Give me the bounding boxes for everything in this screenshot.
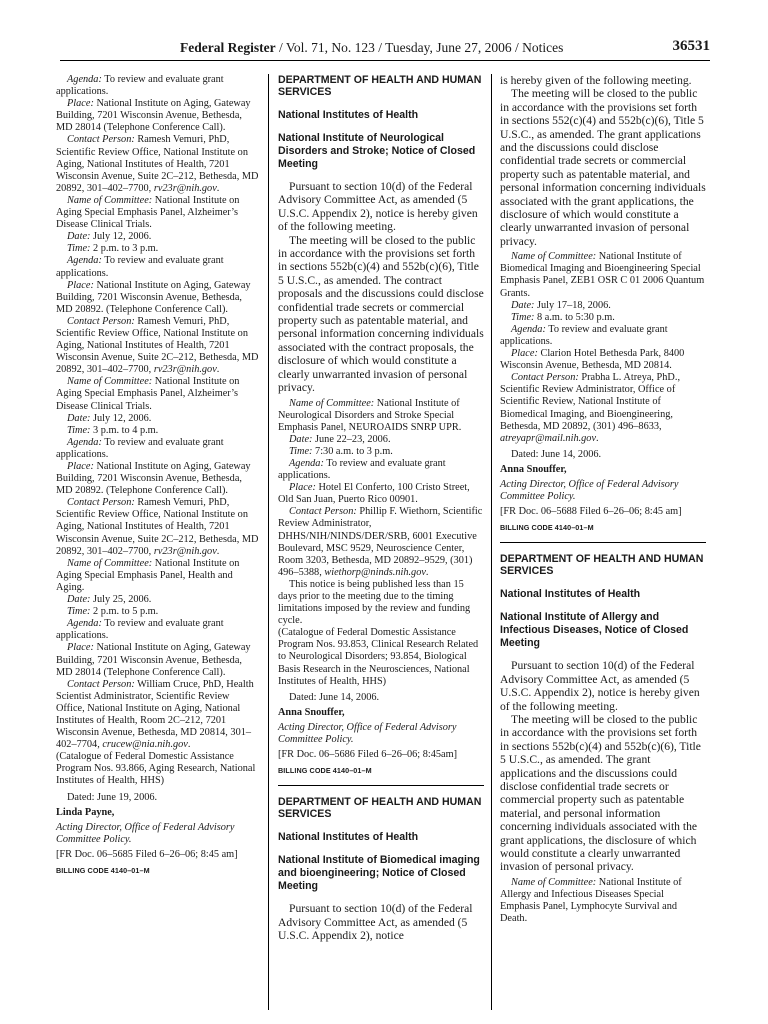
- entry-group: [56, 376, 260, 557]
- entry-text: National Institute of Biomedical Imaging and Bioengineering Special Emphasis Panel, ZEB1 OSR C 01 2006 Quantum Grants.: [500, 251, 705, 299]
- entry-line: [56, 231, 260, 243]
- entry-line: [56, 98, 260, 134]
- entry-text: July 25, 2006.: [90, 594, 152, 606]
- entry-label: Date:: [67, 231, 91, 243]
- entry-label: Contact Person:: [289, 506, 357, 518]
- entry-text: National Institute on Aging, Gateway Building, 7201 Wisconsin Avenue, Bethesda, MD 28014 (Telephone Conference Call).: [56, 98, 251, 134]
- running-head: [180, 40, 563, 56]
- fr-doc-line: [FR Doc. 06–5688 Filed 6–26–06; 8:45 am]: [500, 506, 682, 518]
- column-rule: [268, 74, 269, 1010]
- entry-text: Ramesh Vemuri, PhD, Scientific Review Office, National Institute on Aging, National Institutes of Health, 7201 Wisconsin Avenue, Suite 2C–212, Bethesda, MD 20892, 301–402–7700,: [56, 134, 259, 194]
- agency-heading: National Institutes of Health: [500, 588, 641, 601]
- entry-text: To review and evaluate grant applications.: [56, 436, 224, 460]
- entry-end: .: [596, 432, 599, 444]
- entry-text: 3 p.m. to 4 p.m.: [90, 424, 159, 436]
- entry-line: [500, 324, 706, 348]
- entry-line: [278, 434, 484, 446]
- email-address: rv23r@nih.gov: [153, 182, 217, 194]
- entry-label: Contact Person:: [511, 372, 579, 384]
- entry-line: [56, 594, 260, 606]
- entry-line: [56, 280, 260, 316]
- entry-text: To review and evaluate grant applications.: [278, 457, 446, 482]
- entry-end: .: [187, 739, 191, 751]
- entry-label: Contact Person:: [67, 315, 135, 327]
- entry-text: William Cruce, PhD, Health Scientist Administrator, Scientific Review Office, National Institute on Aging, National Institutes of Health, Room 2C–212, 7201 Wisconsin Avenue, Bethesda, MD 20814, 301–402–7704,: [56, 678, 254, 751]
- entry-end: .: [425, 566, 429, 578]
- entry-label: Date:: [67, 412, 91, 424]
- column-right: [500, 74, 706, 925]
- entry-label: Time:: [67, 243, 91, 255]
- entry-text: National Institute on Aging Special Emphasis Panel, Alzheimer’s Disease Clinical Trials.: [56, 194, 240, 231]
- entry-text: National Institute on Aging Special Emphasis Panel, Health and Aging.: [56, 557, 240, 593]
- entry-group: [56, 74, 260, 195]
- entry-text: Prabha L. Atreya, PhD., Scientific Review Administrator, Office of Scientific Review, National Institute of Biomedical Imaging, and Bioengineering, Bethesda, MD 20892, (301) 496–8633,: [500, 372, 681, 432]
- billing-code: BILLING CODE 4140–01–M: [278, 766, 372, 776]
- page-number: 36531: [672, 38, 710, 54]
- entry-text: Ramesh Vemuri, PhD, Scientific Review Office, National Institute on Aging, National Institutes of Health, 7201 Wisconsin Avenue, Suite 2C–212, Bethesda, MD 20892, 301–402–7700,: [56, 315, 259, 376]
- entry-line: [56, 618, 260, 642]
- notice-title: National Institute of Biomedical imaging and bioengineering; Notice of Closed Meeting: [278, 854, 480, 893]
- entry-text: National Institute on Aging, Gateway Building, 7201 Wisconsin Avenue, Bethesda, MD 20892. (Telephone Conference Call).: [56, 279, 251, 315]
- entry-label: Agenda:: [511, 323, 546, 335]
- entry-label: Agenda:: [67, 255, 102, 267]
- dated-line: Dated: June 14, 2006.: [289, 691, 380, 703]
- entry-text: To review and evaluate grant applications.: [56, 74, 224, 98]
- billing-code: BILLING CODE 4140–01–M: [500, 523, 594, 533]
- entry-line: [278, 482, 484, 506]
- entry-text: July 12, 2006.: [90, 231, 152, 243]
- entry-line: [56, 558, 260, 594]
- entry-text: June 22–23, 2006.: [312, 433, 391, 445]
- entry-label: Place:: [67, 461, 94, 472]
- email-address: crucew@nia.nih.gov: [102, 739, 188, 751]
- agency-heading: National Institutes of Health: [278, 109, 419, 121]
- entry-text: 7:30 a.m. to 3 p.m.: [312, 445, 393, 457]
- entry-label: Contact Person:: [67, 497, 135, 509]
- entry-label: Agenda:: [67, 618, 102, 630]
- billing-code: BILLING CODE 4140–01–M: [56, 866, 150, 875]
- entry-line: [56, 679, 260, 752]
- entry-label: Name of Committee:: [67, 376, 153, 388]
- entry-label: Name of Committee:: [511, 251, 597, 263]
- entry-label: Time:: [289, 445, 313, 457]
- entry-text: To review and evaluate grant applications.: [500, 323, 668, 347]
- body-paragraph: The meeting will be closed to the public in accordance with the provisions set forth in sections 552b(c)(4) and 552b(c)(6), Title 5 U.S.C., as amended. The contract proposals and the discussions could disclose confidential trade secrets or commercial property such as patentable material, and personal information concerning individuals associated with the contract proposals, the disclosure of which would constitute a clearly unwarranted invasion of personal privacy.: [278, 233, 484, 395]
- signer-title: Acting Director, Office of Federal Advisory Committee Policy.: [56, 821, 235, 845]
- entry-label: Date:: [67, 594, 91, 606]
- column-middle: [278, 74, 484, 943]
- entry-label: Place:: [67, 642, 94, 654]
- entry-text: National Institute on Aging, Gateway Building, 7201 Wisconsin Avenue, Bethesda, MD 20892. (Telephone Conference Call).: [56, 461, 251, 497]
- entry-text: 2 p.m. to 3 p.m.: [90, 243, 159, 255]
- entry-group: [500, 251, 706, 445]
- entry-line: [56, 255, 260, 279]
- entry-label: Agenda:: [67, 436, 102, 448]
- entry-line: [56, 376, 260, 412]
- entry-text: Hotel El Conferto, 100 Cristo Street, Old San Juan, Puerto Rico 00901.: [278, 482, 470, 506]
- entry-text: National Institute of Neurological Disorders and Stroke Special Emphasis Panel, NEUROAIDS SNRP UPR.: [278, 397, 462, 433]
- entry-line: [278, 458, 484, 482]
- entry-line: [56, 437, 260, 461]
- entry-label: Time:: [67, 606, 91, 618]
- entry-text: July 12, 2006.: [90, 412, 152, 424]
- entry-group: [278, 398, 484, 579]
- entry-text: National Institute on Aging, Gateway Building, 7201 Wisconsin Avenue, Bethesda, MD 28014 (Telephone Conference Call).: [56, 642, 251, 678]
- entry-text: Phillip F. Wiethorn, Scientific Review Administrator, DHHS/NIH/NINDS/DER/SRB, 6001 Executive Boulevard, MSC 9529, Neuroscience Center, Room 3203, Bethesda, MD 20892–9529, (301) 496–5388,: [278, 506, 483, 578]
- entry-line: [56, 243, 260, 255]
- entry-line: [500, 877, 706, 925]
- entry-line: [56, 461, 260, 497]
- email-address: wiethorp@ninds.nih.gov: [324, 566, 426, 578]
- entry-line: [278, 506, 484, 579]
- entry-label: Contact Person:: [67, 134, 135, 146]
- notice-title: National Institute of Allergy and Infectious Diseases, Notice of Closed Meeting: [500, 611, 689, 650]
- entry-label: Place:: [67, 279, 94, 291]
- email-address: rv23r@nih.gov: [153, 364, 217, 376]
- department-heading: DEPARTMENT OF HEALTH AND HUMAN SERVICES: [278, 796, 482, 821]
- entry-group: [56, 558, 260, 752]
- entry-line: [56, 497, 260, 557]
- entry-text: To review and evaluate grant applications.: [56, 255, 224, 279]
- entry-label: Place:: [511, 348, 538, 360]
- dated-line: Dated: June 14, 2006.: [511, 448, 602, 460]
- section-divider: [278, 785, 484, 786]
- entry-label: Name of Committee:: [511, 876, 597, 888]
- entry-text: To review and evaluate grant applications.: [56, 618, 224, 642]
- department-heading: DEPARTMENT OF HEALTH AND HUMAN SERVICES: [500, 553, 704, 578]
- entry-line: [500, 348, 706, 372]
- body-paragraph: The meeting will be closed to the public in accordance with the provisions set forth in sections 552(c)(4) and 552b(c)(6), Title 5 U.S.C., as amended. The grant applications and the discussions could disclose confidential trade secrets or commercial property such as patentable material, and personal information concerning individuals associated with the grant applications, the disclosure of which would constitute a clearly unwarranted invasion of personal privacy.: [500, 87, 706, 248]
- signer-title: Acting Director, Office of Federal Advisory Committee Policy.: [500, 478, 679, 503]
- entry-line: [56, 642, 260, 678]
- entry-line: [278, 398, 484, 434]
- body-paragraph: is hereby given of the following meeting.: [500, 74, 692, 87]
- entry-line: [500, 372, 706, 445]
- entry-line: [56, 425, 260, 437]
- entry-line: [56, 134, 260, 194]
- signer-name: Linda Payne,: [56, 806, 115, 818]
- body-paragraph: The meeting will be closed to the public in accordance with the provisions set forth in sections 552b(c)(4) and 552b(c)(6), Title 5 U.S.C., as amended. The grant applications and the discussions could disclose confidential trade secrets or commercial property such as patentable material, and personal information concerning individuals associated with the grant applications, the disclosure of which would constitute a clearly unwarranted invasion of personal privacy.: [500, 712, 701, 874]
- email-address: atreyapr@mail.nih.gov: [500, 432, 597, 444]
- entry-label: Contact Person:: [67, 678, 135, 690]
- body-paragraph: Pursuant to section 10(d) of the Federal Advisory Committee Act, as amended (5 U.S.C. Appendix 2), notice is hereby given of the following meeting.: [278, 180, 478, 234]
- entry-label: Name of Committee:: [67, 557, 153, 569]
- signer-name: Anna Snouffer,: [500, 463, 567, 475]
- signer-name: Anna Snouffer,: [278, 706, 345, 718]
- entry-line: [56, 413, 260, 425]
- body-paragraph: Pursuant to section 10(d) of the Federal Advisory Committee Act, as amended (5 U.S.C. Appendix 2), notice is hereby given of the following meeting.: [500, 659, 700, 713]
- entry-label: Date:: [289, 433, 313, 445]
- entry-line: [500, 300, 706, 312]
- section-divider: [500, 542, 706, 543]
- entry-line: [278, 446, 484, 458]
- entry-line: [500, 312, 706, 324]
- column-rule: [491, 74, 492, 1010]
- catalog-note: (Catalogue of Federal Domestic Assistance Program Nos. 93.853, Clinical Research Related to Neurological Disorders; 93.854, Biological Basis Research in the Neurosciences, National Institutes of Health, HHS): [278, 627, 479, 687]
- entry-line: [500, 251, 706, 299]
- entry-label: Time:: [511, 311, 535, 323]
- agency-heading: National Institutes of Health: [278, 831, 419, 844]
- entry-label: Date:: [511, 299, 535, 311]
- entry-end: .: [216, 364, 220, 376]
- entry-line: [56, 195, 260, 231]
- catalog-note: (Catalogue of Federal Domestic Assistance Program Nos. 93.866, Aging Research, National Institutes of Health, HHS): [56, 751, 256, 787]
- page-header: [60, 38, 710, 61]
- entry-label: Time:: [67, 424, 91, 436]
- dated-line: Dated: June 19, 2006.: [67, 791, 158, 803]
- entry-line: [56, 606, 260, 618]
- entry-group: [56, 195, 260, 376]
- body-paragraph: Pursuant to section 10(d) of the Federal Advisory Committee Act, as amended (5 U.S.C. Appendix 2), notice: [278, 902, 473, 943]
- entry-label: Name of Committee:: [289, 397, 375, 409]
- entry-line: [56, 74, 260, 98]
- entry-label: Agenda:: [289, 457, 324, 469]
- email-address: rv23r@nih.gov: [153, 545, 217, 557]
- entry-label: Agenda:: [67, 74, 102, 85]
- journal-name: Federal Register: [180, 40, 276, 55]
- entry-end: .: [216, 545, 220, 557]
- entry-text: Clarion Hotel Bethesda Park, 8400 Wisconsin Avenue, Bethesda, MD 20814.: [500, 348, 685, 372]
- entry-text: July 17–18, 2006.: [534, 299, 611, 311]
- entry-label: Name of Committee:: [67, 194, 153, 206]
- notice-title: National Institute of Neurological Disorders and Stroke; Notice of Closed Meeting: [278, 132, 476, 170]
- entry-text: National Institute on Aging Special Emphasis Panel, Alzheimer’s Disease Clinical Trials.: [56, 376, 240, 412]
- entry-text: 2 p.m. to 5 p.m.: [90, 606, 159, 618]
- entry-group: [500, 877, 706, 925]
- fr-doc-line: [FR Doc. 06–5686 Filed 6–26–06; 8:45am]: [278, 749, 458, 761]
- department-heading: DEPARTMENT OF HEALTH AND HUMAN SERVICES: [278, 74, 482, 98]
- column-left: [56, 74, 260, 877]
- issue-info: / Vol. 71, No. 123 / Tuesday, June 27, 2006 / Notices: [278, 40, 564, 55]
- entry-text: 8 a.m. to 5:30 p.m.: [534, 311, 615, 323]
- entry-text: Ramesh Vemuri, PhD, Scientific Review Office, National Institute on Aging, National Institutes of Health, 7201 Wisconsin Avenue, Suite 2C–212, Bethesda, MD 20892, 301–402–7700,: [56, 497, 259, 557]
- entry-label: Place:: [289, 482, 316, 494]
- entry-label: Place:: [67, 98, 94, 110]
- entry-end: .: [216, 182, 220, 194]
- signer-title: Acting Director, Office of Federal Advisory Committee Policy.: [278, 721, 457, 746]
- entry-text: National Institute of Allergy and Infectious Diseases Special Emphasis Panel, Lymphocyte Survival and Death.: [500, 876, 682, 925]
- fr-doc-line: [FR Doc. 06–5685 Filed 6–26–06; 8:45 am]: [56, 848, 238, 860]
- entry-line: [56, 316, 260, 376]
- late-notice: This notice is being published less than 15 days prior to the meeting due to the timing limitations imposed by the review and funding cycle.: [278, 578, 471, 627]
